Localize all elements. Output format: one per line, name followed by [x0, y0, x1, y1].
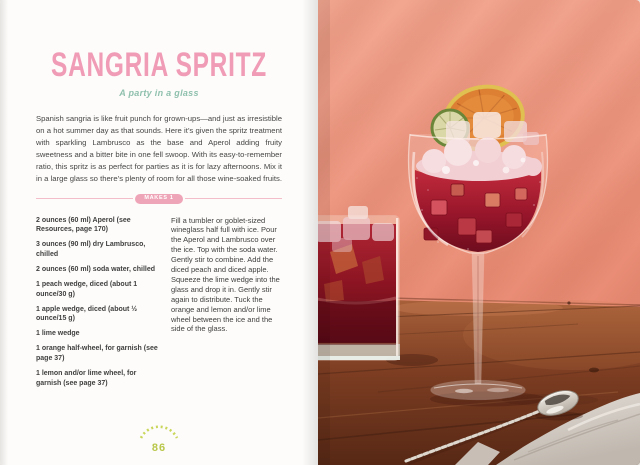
recipe-headnote: Spanish sangria is like fruit punch for grown-ups—and just as irresistible on a hot summer day as that sounds. Here it’s given the spritz treatment with sparkling Lambrusco as the base and Aperol adding fruity sweetness and a bitter bite in one fell swoop. With its easy-to-remember ratio, this spritz is as perfect for parties as it is for lazy afternoons. Mix it in a large glass so there’s plenty of room for all those wine-soaked fruits. [36, 114, 282, 183]
makes-badge: MAKES 1 [135, 194, 182, 204]
recipe-title: SANGRIA SPRITZ [51, 46, 267, 84]
recipe-page [0, 0, 318, 465]
photo-page [318, 0, 640, 465]
ingredient-item: 2 ounces (60 ml) Aperol (see Resources, page 170) [36, 216, 131, 234]
divider-line-left [36, 198, 133, 199]
page-gutter-shadow [302, 0, 318, 465]
drink-photo [318, 0, 640, 465]
ingredient-item: 1 orange half-wheel, for garnish (see page 37) [36, 345, 158, 363]
recipe-columns [36, 216, 282, 394]
wood-knot [567, 301, 570, 304]
ingredients-list [36, 216, 158, 394]
ingredient-item: 1 peach wedge, diced (about 1 ounce/30 g) [36, 280, 138, 298]
page-footer [0, 425, 318, 454]
gutter-inner-shadow [318, 0, 330, 465]
ingredient-item: 1 lime wedge [36, 330, 80, 338]
ingredient-item: 1 lemon and/or lime wheel, for garnish (see page 37) [36, 370, 137, 387]
ingredient-item: 1 apple wedge, diced (about ½ ounce/15 g) [36, 305, 138, 323]
wood-knot [589, 368, 599, 373]
makes-divider [36, 194, 282, 204]
instructions-text: Fill a tumbler or goblet-sized wineglass half full with ice. Pour the Aperol and Lambrusco over the ice. Top with the soda water. Gently stir to combine. Add the diced peach and diced apple. Squeeze the lime wedge into the glass and drop it in. Gently stir again to distribute. Tuck the orange and lemon and/or lime wheel between the ice and the side of the glass. [171, 215, 280, 334]
recipe-subtitle: A party in a glass [119, 88, 199, 98]
page-edge-shading [0, 0, 8, 465]
ingredient-item: 3 ounces (90 ml) dry Lambrusco, chilled [36, 241, 146, 258]
ingredient-item: 2 ounces (60 ml) soda water, chilled [36, 265, 156, 273]
page-number: 86 [151, 442, 167, 454]
glass-foot [431, 381, 525, 400]
sunburst-icon [136, 425, 182, 439]
divider-line-right [185, 198, 282, 199]
